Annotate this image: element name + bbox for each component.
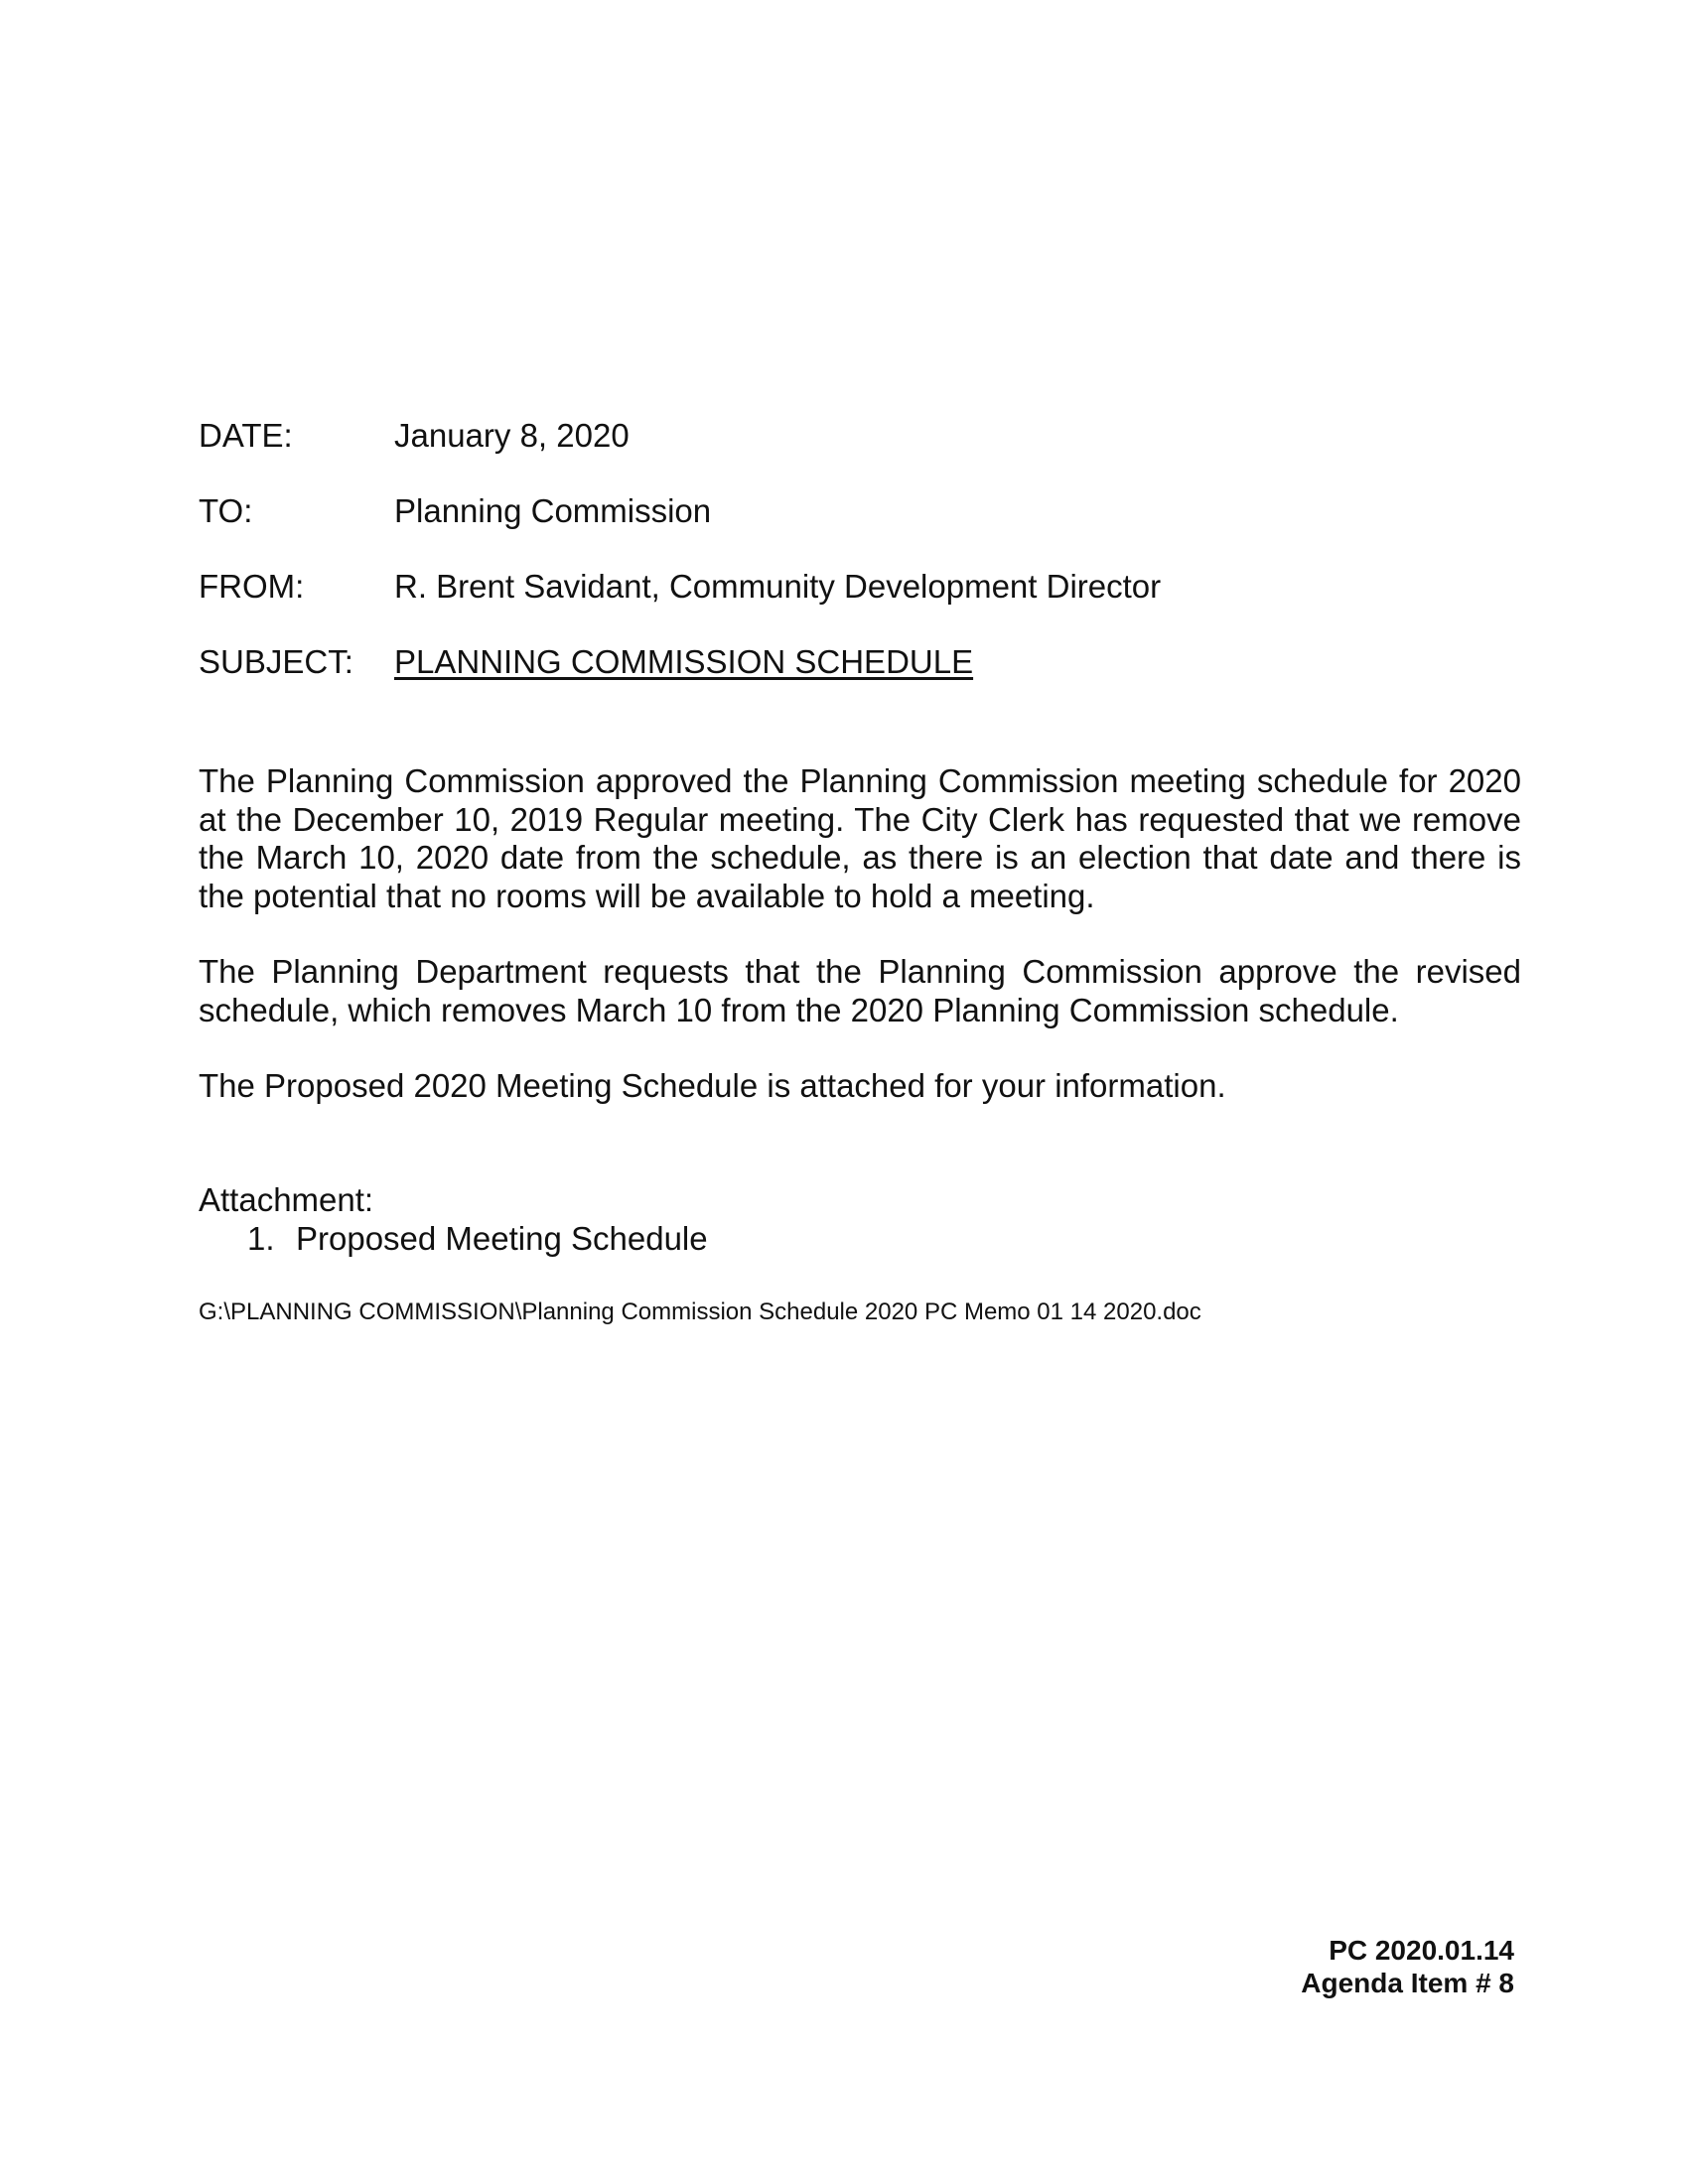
subject-row [199,643,1519,719]
memo-body [199,762,1521,1144]
date-value: January 8, 2020 [394,417,630,454]
body-paragraph-3: The Proposed 2020 Meeting Schedule is attached for your information. [199,1067,1226,1104]
attachment-item-number: 1. [247,1219,275,1257]
date-label: DATE: [199,417,293,454]
from-value: R. Brent Savidant, Community Development Director [394,568,1162,605]
attachments-section [199,1181,708,1258]
attachments-heading: Attachment: [199,1181,374,1218]
agenda-item: Agenda Item # 8 [1301,1968,1514,1998]
subject-label: SUBJECT: [199,643,353,680]
date-row [199,417,1519,492]
to-label: TO: [199,492,253,529]
from-label: FROM: [199,568,305,605]
meeting-code: PC 2020.01.14 [1329,1935,1514,1966]
to-value: Planning Commission [394,492,712,529]
body-paragraph-2: The Planning Department requests that the Planning Commission approve the revised schedule, which removes March 10 from the 2020 Planning Commission schedule. [199,953,1521,1028]
file-path: G:\PLANNING COMMISSION\Planning Commission Schedule 2020 PC Memo 01 14 2020.doc [199,1298,1201,1325]
from-row [199,568,1519,643]
attachment-item-label: Proposed Meeting Schedule [296,1219,708,1257]
footer-reference [1301,1934,1514,1999]
memo-header [199,417,1519,719]
subject-value: PLANNING COMMISSION SCHEDULE [394,643,974,680]
attachment-item [247,1220,708,1259]
attachments-list [199,1220,708,1259]
body-paragraph-1: The Planning Commission approved the Planning Commission meeting schedule for 2020 at the December 10, 2019 Regular meeting. The City Clerk has requested that we remove the March 10, 2020 date from the schedule, as there is an election that date and there is the potential that no rooms will be available to hold a meeting. [199,762,1521,914]
to-row [199,492,1519,568]
